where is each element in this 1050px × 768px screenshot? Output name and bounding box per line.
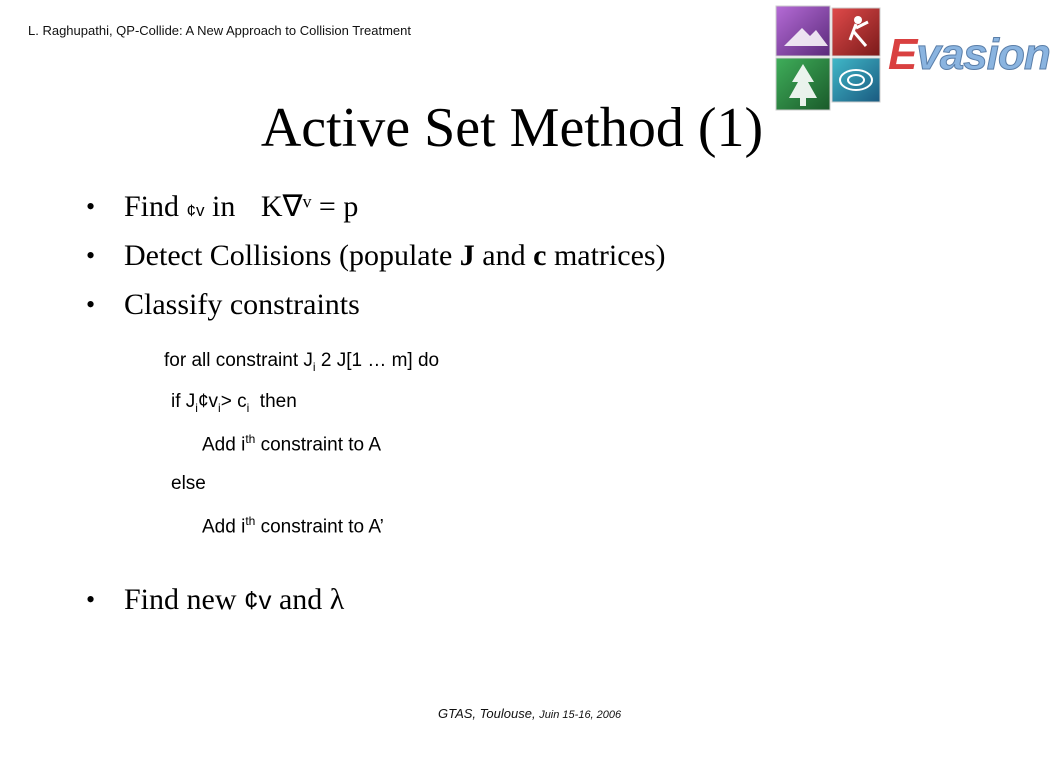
algo-text: constraint to A’: [255, 516, 384, 538]
bullet-dot: •: [86, 290, 96, 319]
bullet-dot: •: [86, 241, 96, 270]
bullet-find: [86, 192, 586, 228]
bullet-classify: [86, 290, 586, 326]
logo-wordmark: [888, 30, 1050, 80]
detect-text: Detect Collisions (populate: [124, 239, 453, 272]
algo-sub: i: [218, 400, 221, 415]
algo-sup: th: [245, 514, 256, 528]
equation: K∇ᵛ = p: [260, 190, 359, 223]
matrix-c: c: [533, 239, 547, 272]
delta-v-symbol: ¢v: [244, 585, 272, 615]
algo-text: constraint to A: [255, 434, 382, 456]
matrices-text: matrices): [553, 239, 666, 272]
algo-text: then: [249, 391, 297, 412]
bullet-dot: •: [86, 585, 96, 614]
algorithm-line-for: [164, 351, 439, 373]
bullet-find-word: Find: [124, 190, 180, 223]
logo-letters-rest: vasion: [916, 30, 1050, 79]
algo-text: ¢v: [197, 391, 219, 412]
delta-v-symbol: ¢v: [186, 201, 205, 220]
slide-title: Active Set Method (1): [260, 97, 764, 159]
algo-text: 2 J[1 … m] do: [315, 350, 440, 371]
algo-sup: th: [245, 432, 256, 446]
slide-header: L. Raghupathi, QP-Collide: A New Approach to Collision Treatment: [28, 23, 411, 38]
and-word: and: [482, 239, 526, 272]
logo-letter-e: E: [888, 30, 917, 79]
algo-sub: i: [195, 400, 198, 415]
algo-text: > c: [220, 391, 247, 412]
algorithm-line-add-a: [202, 433, 381, 454]
and-word: and: [278, 583, 323, 616]
lambda-symbol: λ: [329, 583, 345, 616]
find-new-text: Find new: [124, 583, 237, 616]
bullet-find-new: [86, 585, 586, 621]
algo-sub: i: [246, 400, 250, 415]
bullet-text: [124, 192, 358, 222]
bullet-dot: •: [86, 192, 96, 221]
algo-text: Add i: [202, 516, 246, 538]
algo-text: Add i: [202, 434, 246, 456]
algo-sub: i: [312, 359, 316, 374]
bullet-text: [124, 585, 344, 615]
bullet-text: [124, 241, 666, 271]
bullet-text: Classify constraints: [124, 288, 360, 321]
algorithm-line-else: else: [171, 473, 206, 494]
algo-text: for all constraint J: [164, 350, 313, 371]
matrix-j: J: [459, 239, 475, 272]
slide-footer: [438, 706, 621, 721]
algorithm-line-add-a-prime: [202, 515, 384, 536]
algo-text: if J: [171, 391, 196, 412]
algorithm-line-if: [171, 392, 297, 414]
footer-venue: GTAS, Toulouse,: [438, 706, 536, 721]
footer-date: Juin 15-16, 2006: [539, 709, 622, 721]
bullet-in-word: in: [212, 190, 236, 223]
bullet-detect-collisions: [86, 241, 846, 277]
